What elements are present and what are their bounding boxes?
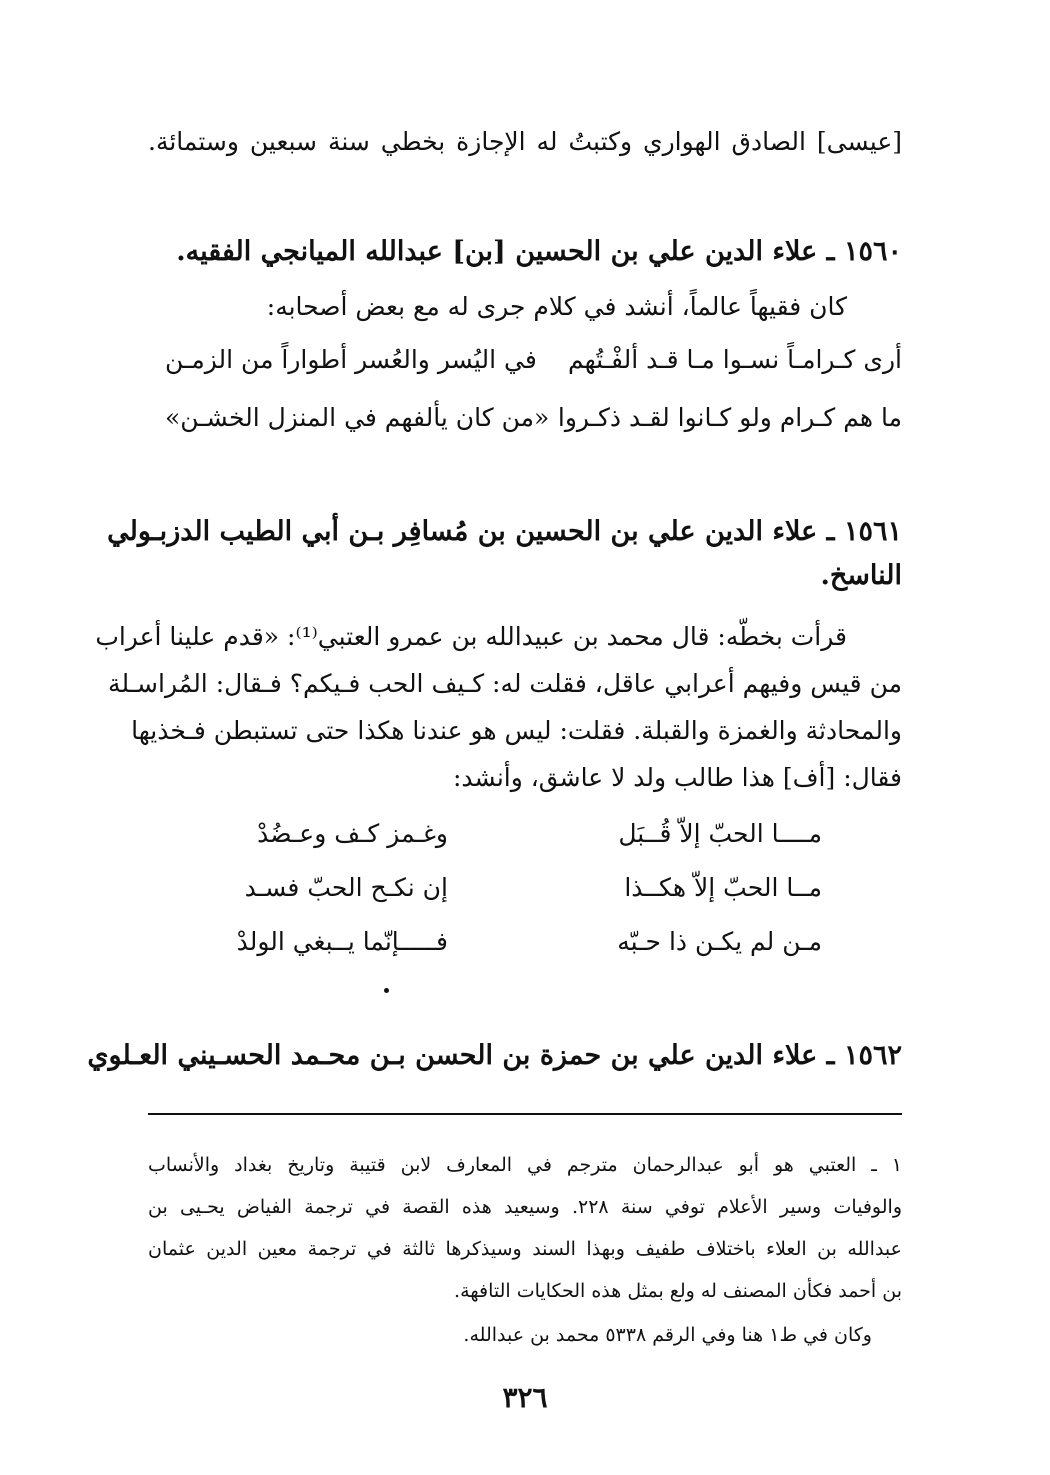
entry-1561-paragraph-line: فقال: [أف] هذا طالب ولد لا عاشق، وأنشد: [452, 763, 902, 792]
text-line-continuation: [عيسى] الصادق الهواري وكتبتُ له الإجازة بخطي سنة سبعين وستمائة. [148, 127, 902, 156]
entry-1561-heading-cont: الناسخ. [820, 560, 902, 591]
footnote-note: وكان في ط١ هنا وفي الرقم ٥٣٣٨ محمد بن عبدالله. [463, 1324, 872, 1346]
entry-1560-intro: كان فقيهاً عالماً، أنشد في كلام جرى له مع بعض أصحابه: [266, 292, 847, 321]
page-number: ٣٢٦ [502, 1381, 548, 1414]
entry-1561-paragraph-line: من قيس وفيهم أعرابي عاقل، فقلت له: كـيف الحب فـيكم؟ فـقال: المُراسـلة [108, 669, 902, 698]
footnote-line: ١ ـ العتبي هو أبو عبدالرحمان مترجم في المعارف لابن قتيبة وتاريخ بغداد والأنساب [148, 1154, 903, 1176]
footnote-separator [148, 1113, 902, 1115]
verse-1561-3-hemistich-left: فـــــإنّما يــبغي الولدْ [236, 927, 448, 956]
section-end-dot [384, 988, 389, 993]
footnote-line: والوفيات وسير الأعلام توفي سنة ٢٢٨. وسيعيد هذه القصة في ترجمة الفياض يحـيى بن [148, 1196, 902, 1218]
footnote-line: بن أحمد فكأن المصنف له ولع بمثل هذه الحكايات التافهة. [454, 1280, 902, 1302]
verse-1561-1-hemistich-left: وغـمز كـف وعـضُدْ [257, 819, 448, 848]
entry-1561-paragraph-line: والمحادثة والغمزة والقبلة. فقلت: ليس هو عندنا هكذا حتى تستبطن فـخذيها [131, 716, 902, 745]
verse-1561-1-hemistich-right: مــــا الحبّ إلاّ قُــبَل [618, 819, 822, 848]
footnote-line: عبدالله بن العلاء باختلاف طفيف وبهذا السند وسيذكرها ثالثة في ترجمة معين الدين عثمان [148, 1238, 902, 1260]
verse-1560-1-hemistich-left: في اليُسر والعُسر أطواراً من الزمـن [165, 345, 537, 374]
verse-1561-3-hemistich-right: مـن لم يكـن ذا حـبّه [617, 927, 822, 956]
verse-1561-2-hemistich-left: إن نكـح الحبّ فسـد [244, 873, 448, 902]
entry-1561-paragraph-line: قرأت بخطّه: قال محمد بن عبيدالله بن عمرو العتبي⁽¹⁾: «قدم علينا أعراب [95, 622, 847, 651]
entry-1560-heading: ١٥٦٠ ـ علاء الدين علي بن الحسين [بن] عبدالله الميانجي الفقيه. [176, 236, 902, 267]
verse-1560-2-hemistich-left: «من كان يألفهم في المنزل الخشـن» [165, 403, 550, 432]
entry-1561-heading: ١٥٦١ ـ علاء الدين علي بن الحسين بن مُسافِر بـن أبي الطيب الدزبـولي [107, 516, 902, 547]
verse-1560-1-hemistich-right: أرى كـرامـاً نسـوا مـا قـد ألفْـتُهم [567, 345, 902, 374]
verse-1561-2-hemistich-right: مــا الحبّ إلاّ هكــذا [624, 873, 822, 902]
verse-1560-2-hemistich-right: ما هم كـرام ولو كـانوا لقـد ذكـروا [557, 403, 902, 432]
entry-1562-heading: ١٥٦٢ ـ علاء الدين علي بن حمزة بن الحسن بـن محـمد الحسـيني العـلوي [87, 1040, 902, 1071]
